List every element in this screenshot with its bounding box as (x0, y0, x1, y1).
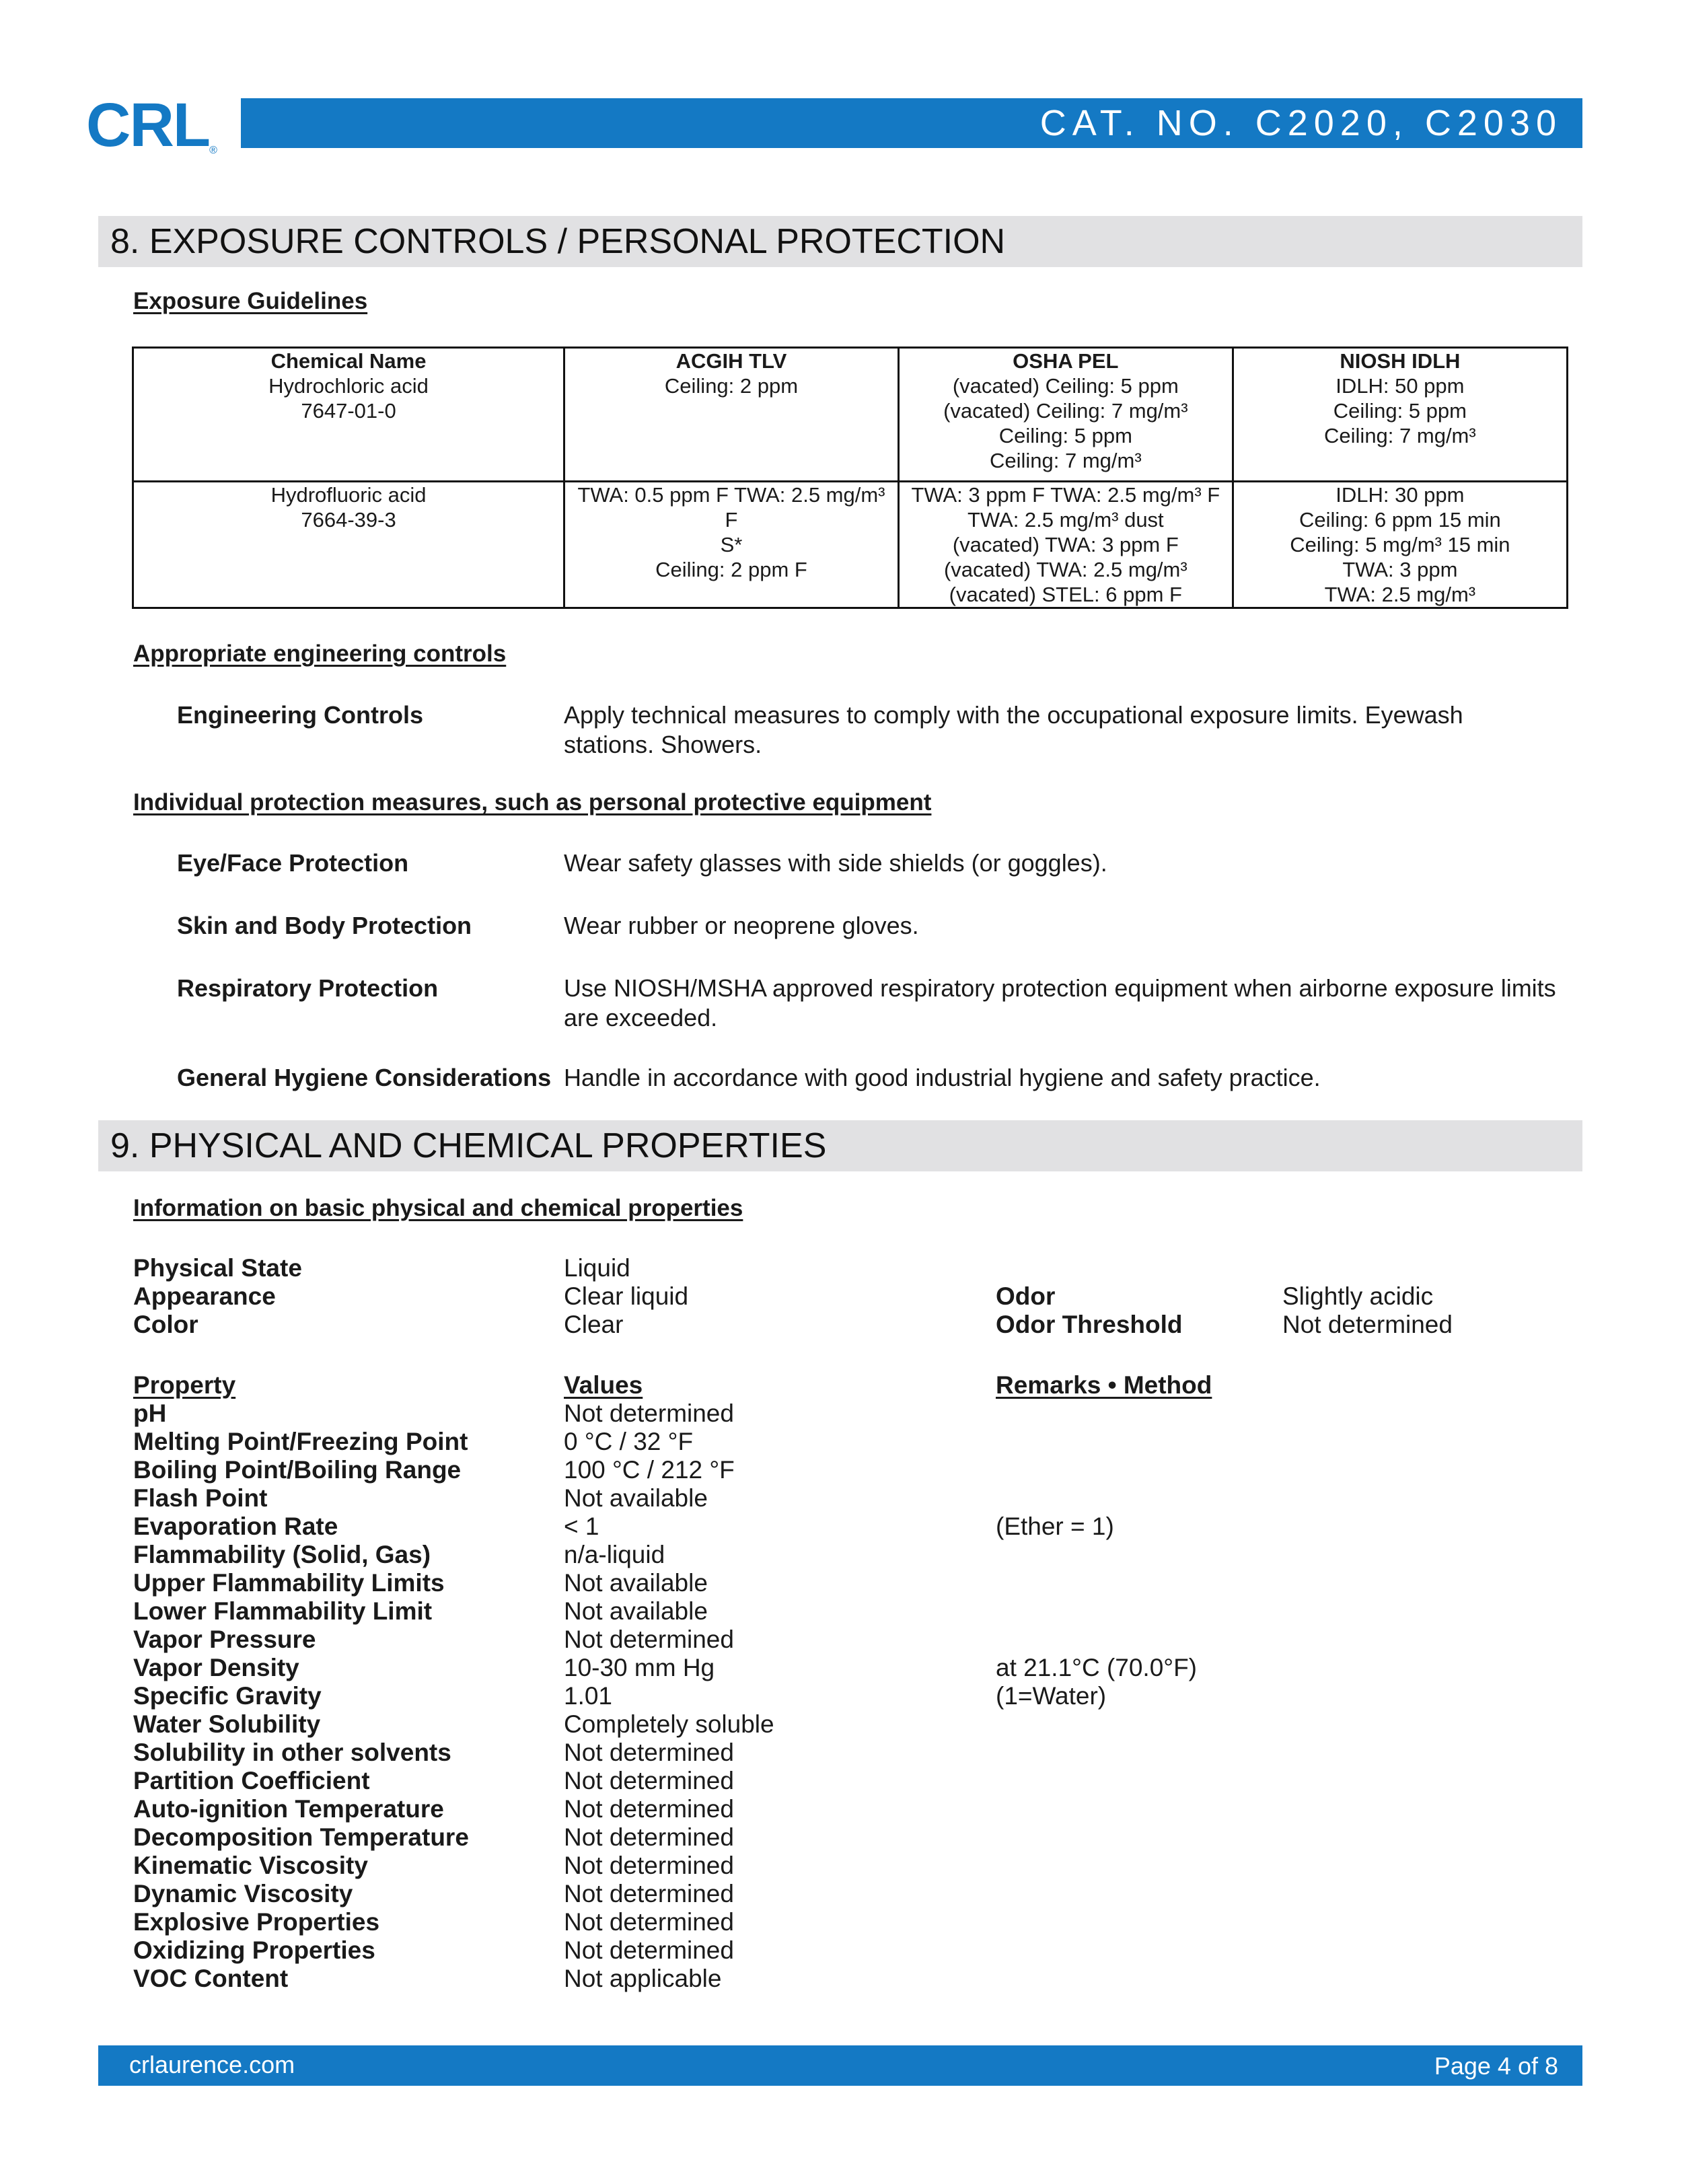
table-row (133, 373, 1568, 481)
cell-line: Ceiling: 7 mg/m³ (1324, 424, 1476, 447)
skin-body-value: Wear rubber or neoprene gloves. (564, 912, 919, 939)
cell-chemical (133, 373, 564, 481)
property-label: Decomposition Temperature (133, 1823, 469, 1851)
respiratory-value: Use NIOSH/MSHA approved respiratory protection equipment when airborne exposure limits are exceeded. (564, 974, 1556, 1031)
property-label: Vapor Pressure (133, 1626, 316, 1653)
cell-line: (vacated) Ceiling: 5 ppm (952, 374, 1179, 398)
cell-line: (vacated) TWA: 2.5 mg/m³ (943, 557, 1187, 581)
cell-line: Ceiling: 5 ppm (998, 424, 1132, 447)
property-label: pH (133, 1399, 167, 1427)
cell-line: Ceiling: 6 ppm 15 min (1299, 507, 1501, 532)
property-label: Dynamic Viscosity (133, 1880, 353, 1907)
physical-state-value: Liquid (564, 1254, 630, 1282)
cell-line: Hydrochloric acid (268, 374, 429, 398)
property-value: 100 °C / 212 °F (564, 1456, 735, 1484)
property-value: Not determined (564, 1852, 734, 1879)
values-column-header: Values (564, 1371, 643, 1399)
table-row (133, 481, 1568, 608)
physical-state-label: Physical State (133, 1254, 302, 1282)
cell-line: TWA: 2.5 mg/m³ dust (967, 507, 1164, 532)
cell-line: TWA: 2.5 mg/m³ (1324, 582, 1476, 606)
cell-niosh (1233, 373, 1567, 481)
property-label: Solubility in other solvents (133, 1739, 451, 1766)
odor-threshold-value: Not determined (1282, 1311, 1453, 1338)
property-value: Not determined (564, 1880, 734, 1907)
property-label: Flash Point (133, 1484, 268, 1512)
property-value: Completely soluble (564, 1710, 774, 1738)
cell-line: (vacated) Ceiling: 7 mg/m³ (943, 399, 1188, 423)
col-acgih-tlv: ACGIH TLV (564, 348, 899, 374)
cell-line: F (725, 507, 738, 532)
property-value: Not applicable (564, 1965, 722, 1992)
cell-line: TWA: 3 ppm F TWA: 2.5 mg/m³ F (911, 482, 1220, 507)
section-9-heading (98, 1120, 1582, 1171)
cell-osha (898, 481, 1233, 608)
cell-line: Ceiling: 5 mg/m³ 15 min (1290, 532, 1510, 556)
cell-line: IDLH: 30 ppm (1336, 482, 1465, 507)
property-label: Boiling Point/Boiling Range (133, 1456, 462, 1484)
property-value: Not determined (564, 1399, 734, 1427)
property-value: 10-30 mm Hg (564, 1654, 715, 1681)
remarks-column-header: Remarks • Method (996, 1371, 1212, 1399)
odor-label: Odor (996, 1282, 1056, 1310)
cell-line: (vacated) TWA: 3 ppm F (952, 532, 1179, 556)
property-label: Melting Point/Freezing Point (133, 1428, 468, 1455)
color-label: Color (133, 1311, 198, 1338)
property-label: Auto-ignition Temperature (133, 1795, 444, 1823)
basic-properties-heading: Information on basic physical and chemical properties (133, 1195, 743, 1221)
logo-text: CRL (86, 91, 210, 159)
cell-line: 7647-01-0 (301, 399, 396, 423)
property-label: Water Solubility (133, 1710, 321, 1738)
property-label: Evaporation Rate (133, 1513, 338, 1540)
property-value: Not available (564, 1484, 708, 1512)
catalog-number: CAT. NO. C2020, C2030 (1039, 103, 1562, 143)
property-label: Partition Coefficient (133, 1767, 370, 1794)
color-value: Clear (564, 1311, 624, 1338)
ppe-heading: Individual protection measures, such as personal protective equipment (133, 789, 932, 815)
col-niosh-idlh: NIOSH IDLH (1233, 348, 1567, 374)
property-label: Vapor Density (133, 1654, 299, 1681)
engineering-controls-label: Engineering Controls (177, 701, 424, 729)
property-label: Kinematic Viscosity (133, 1852, 368, 1879)
cell-line: 7664-39-3 (301, 507, 396, 532)
property-value: Not determined (564, 1908, 734, 1936)
property-value: 0 °C / 32 °F (564, 1428, 694, 1455)
exposure-guidelines-table (132, 347, 1568, 609)
section-8-title: 8. EXPOSURE CONTROLS / PERSONAL PROTECTION (110, 222, 1006, 261)
property-value: < 1 (564, 1513, 599, 1540)
footer-bar (98, 2045, 1582, 2086)
property-value: 1.01 (564, 1682, 613, 1710)
appearance-label: Appearance (133, 1282, 276, 1310)
exposure-guidelines-heading: Exposure Guidelines (133, 288, 368, 314)
cell-line: TWA: 3 ppm (1342, 557, 1458, 581)
table-header-row (133, 348, 1568, 374)
hygiene-value: Handle in accordance with good industrial hygiene and safety practice. (564, 1064, 1321, 1091)
eye-face-label: Eye/Face Protection (177, 849, 409, 877)
section-9-title: 9. PHYSICAL AND CHEMICAL PROPERTIES (110, 1126, 827, 1165)
cell-line: TWA: 0.5 ppm F TWA: 2.5 mg/m³ (577, 482, 885, 507)
property-label: Lower Flammability Limit (133, 1597, 433, 1625)
eye-face-value: Wear safety glasses with side shields (or goggles). (564, 849, 1107, 877)
property-value: Not determined (564, 1795, 734, 1823)
cell-line: IDLH: 50 ppm (1336, 374, 1465, 398)
property-label: Flammability (Solid, Gas) (133, 1541, 431, 1568)
property-value: Not available (564, 1597, 708, 1625)
hygiene-label: General Hygiene Considerations (177, 1064, 552, 1091)
header-bar (241, 98, 1582, 148)
cell-acgih (564, 373, 899, 481)
property-remark: at 21.1°C (70.0°F) (996, 1654, 1197, 1681)
property-value: Not determined (564, 1626, 734, 1653)
cell-line: (vacated) STEL: 6 ppm F (949, 582, 1182, 606)
col-chemical-name: Chemical Name (133, 348, 564, 374)
respiratory-label: Respiratory Protection (177, 974, 439, 1002)
appearance-value: Clear liquid (564, 1282, 689, 1310)
cell-osha (898, 373, 1233, 481)
crl-logo (86, 91, 216, 159)
logo-registered-mark: ® (209, 145, 216, 156)
odor-value: Slightly acidic (1282, 1282, 1434, 1310)
property-column-header: Property (133, 1371, 236, 1399)
cell-line: S* (720, 532, 743, 556)
property-label: Explosive Properties (133, 1908, 380, 1936)
engineering-controls-value: Apply technical measures to comply with the occupational exposure limits. Eyewash stations. Showers. (564, 701, 1463, 758)
property-label: VOC Content (133, 1965, 289, 1992)
cell-line: Ceiling: 2 ppm F (655, 557, 807, 581)
property-value: Not determined (564, 1936, 734, 1964)
property-value: n/a-liquid (564, 1541, 665, 1568)
engineering-controls-heading: Appropriate engineering controls (133, 641, 507, 667)
cell-chemical (133, 481, 564, 608)
cell-line: Ceiling: 7 mg/m³ (989, 449, 1142, 472)
property-label: Specific Gravity (133, 1682, 322, 1710)
property-remark: (Ether = 1) (996, 1513, 1114, 1540)
property-label: Upper Flammability Limits (133, 1569, 445, 1597)
footer-page-number: Page 4 of 8 (1434, 2052, 1558, 2080)
cell-line: Hydrofluoric acid (270, 482, 427, 507)
property-remark: (1=Water) (996, 1682, 1107, 1710)
footer-website: crlaurence.com (129, 2051, 295, 2078)
property-label: Oxidizing Properties (133, 1936, 375, 1964)
section-8-heading (98, 216, 1582, 267)
property-value: Not determined (564, 1767, 734, 1794)
odor-threshold-label: Odor Threshold (996, 1311, 1183, 1338)
cell-niosh (1233, 481, 1567, 608)
property-value: Not determined (564, 1823, 734, 1851)
property-value: Not available (564, 1569, 708, 1597)
col-osha-pel: OSHA PEL (898, 348, 1233, 374)
property-value: Not determined (564, 1739, 734, 1766)
skin-body-label: Skin and Body Protection (177, 912, 472, 939)
cell-line: Ceiling: 2 ppm (664, 374, 799, 398)
cell-line: Ceiling: 5 ppm (1333, 399, 1467, 423)
cell-acgih (564, 481, 899, 608)
